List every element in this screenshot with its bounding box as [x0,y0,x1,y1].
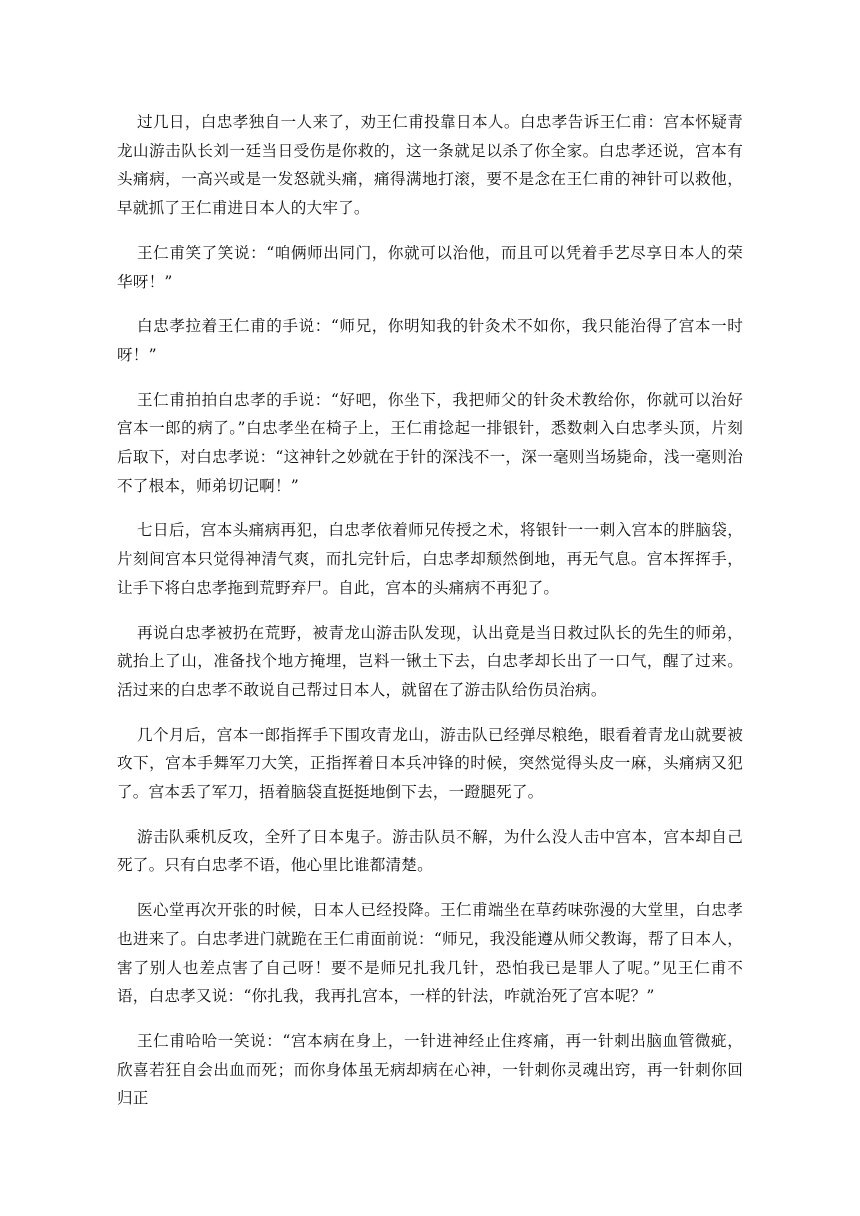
paragraph: 过几日，白忠孝独自一人来了，劝王仁甫投靠日本人。白忠孝告诉王仁甫：宫本怀疑青龙山游击队长刘一廷当日受伤是你救的，这一条就足以杀了你全家。白忠孝还说，宫本有头痛病，一高兴或是一发怒就头痛，痛得满地打滚，要不是念在王仁甫的神针可以救他，早就抓了王仁甫进日本人的大牢了。 [117,113,743,218]
paragraph: 医心堂再次开张的时候，日本人已经投降。王仁甫端坐在草药味弥漫的大堂里，白忠孝也进来了。白忠孝进门就跪在王仁甫面前说：“师兄，我没能遵从师父教诲，帮了日本人，害了别人也差点害了自己呀！要不是师兄扎我几针，恐怕我已是罪人了呢。”见王仁甫不语，白忠孝又说：“你扎我，我再扎宫本，一样的针法，咋就治死了宫本呢？” [117,901,743,1006]
paragraph: 王仁甫笑了笑说：“咱俩师出同门，你就可以治他，而且可以凭着手艺尽享日本人的荣华呀！” [117,243,743,291]
paragraph: 再说白忠孝被扔在荒野，被青龙山游击队发现，认出竟是当日救过队长的先生的师弟，就抬上了山，准备找个地方掩埋，岂料一锹土下去，白忠孝却长出了一口气，醒了过来。活过来的白忠孝不敢说自己帮过日本人，就留在了游击队给伤员治病。 [117,623,743,699]
paragraph: 白忠孝拉着王仁甫的手说：“师兄，你明知我的针灸术不如你，我只能治得了宫本一时呀！” [117,317,743,364]
paragraph: 七日后，宫本头痛病再犯，白忠孝依着师兄传授之术，将银针一一刺入宫本的胖脑袋，片刻间宫本只觉得神清气爽，而扎完针后，白忠孝却颓然倒地，再无气息。宫本挥挥手，让手下将白忠孝拖到荒野弃尸。自此，宫本的头痛病不再犯了。 [117,521,743,597]
paragraph: 几个月后，宫本一郎指挥手下围攻青龙山，游击队已经弹尽粮绝，眼看着青龙山就要被攻下，宫本手舞军刀大笑，正指挥着日本兵冲锋的时候，突然觉得头皮一麻，头痛病又犯了。宫本丢了军刀，捂着脑袋直挺挺地倒下去，一蹬腿死了。 [117,725,743,802]
paragraph: 游击队乘机反攻，全歼了日本鬼子。游击队员不解，为什么没人击中宫本，宫本却自己死了。只有白忠孝不语，他心里比谁都清楚。 [117,827,743,875]
paragraph: 王仁甫哈哈一笑说：“宫本病在身上，一针进神经止住疼痛，再一针刺出脑血管微疵，欣喜若狂自会出血而死；而你身体虽无病却病在心神，一针刺你灵魂出窍，再一针刺你回归正 [117,1031,743,1108]
paragraph: 王仁甫拍拍白忠孝的手说：“好吧，你坐下，我把师父的针灸术教给你，你就可以治好宫本一郎的病了。”白忠孝坐在椅子上，王仁甫捻起一排银针，悉数刺入白忠孝头顶，片刻后取下，对白忠孝说：“这神针之妙就在于针的深浅不一，深一毫则当场毙命，浅一毫则治不了根本，师弟切记啊！” [117,390,743,495]
story-text [117,108,743,1129]
